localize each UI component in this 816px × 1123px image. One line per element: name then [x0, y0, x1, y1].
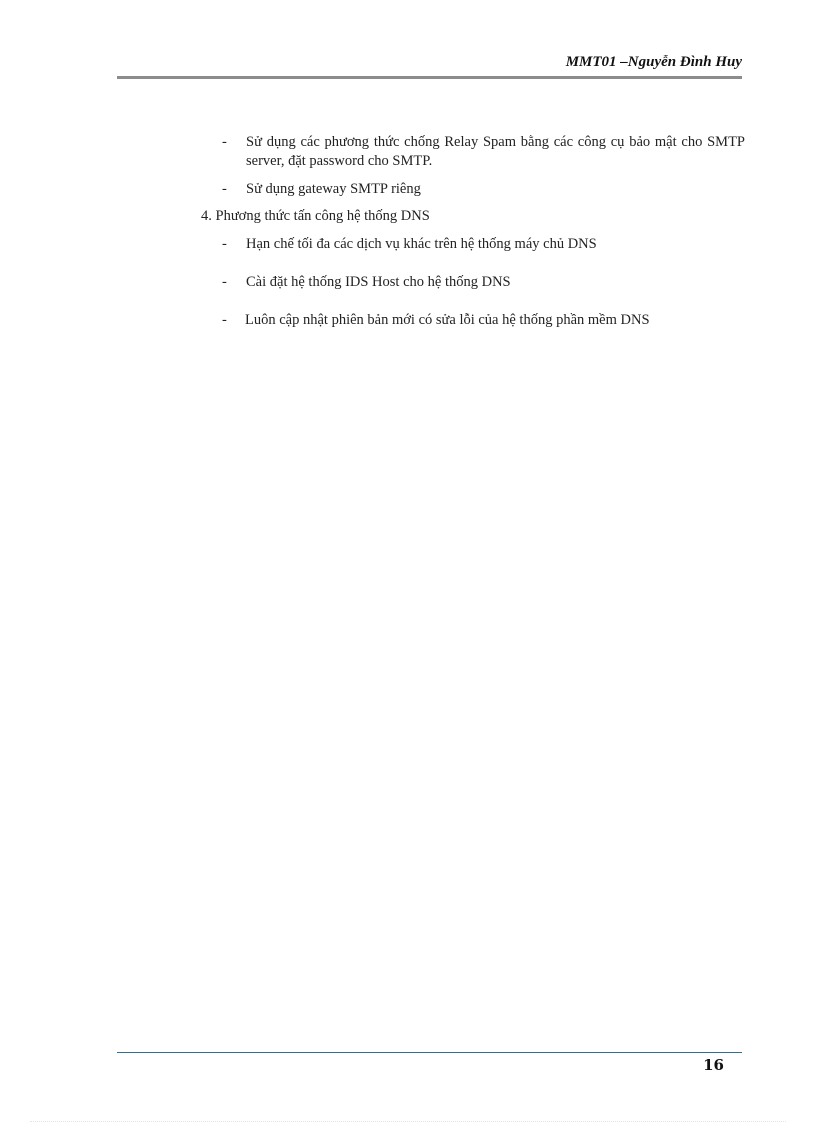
- bullet-text: Sử dụng các phương thức chống Relay Spam bằng các công cụ bảo mật cho SMTP server, đặt password cho SMTP.: [246, 134, 745, 169]
- bullet-text: Hạn chế tối đa các dịch vụ khác trên hệ thống máy chủ DNS: [246, 236, 597, 252]
- bullet-text: Luôn cập nhật phiên bản mới có sửa lỗi của hệ thống phần mềm DNS: [245, 312, 650, 328]
- bullet-marker: -: [222, 236, 227, 252]
- bullet-text: Cài đặt hệ thống IDS Host cho hệ thống DNS: [246, 274, 511, 290]
- bullet-item: [200, 311, 745, 330]
- page-number: 16: [703, 1056, 724, 1074]
- page-edge-divider: [30, 1121, 786, 1122]
- bullet-marker: -: [222, 181, 227, 197]
- bullet-item: [200, 180, 745, 199]
- bullet-item: [200, 273, 745, 292]
- header-rule: [117, 76, 742, 79]
- section-heading: 4. Phương thức tấn công hệ thống DNS: [201, 208, 430, 224]
- bullet-marker: -: [222, 312, 227, 328]
- bullet-marker: -: [222, 134, 227, 150]
- bullet-item: [200, 133, 745, 171]
- bullet-item: [200, 235, 745, 254]
- bullet-marker: -: [222, 274, 227, 290]
- bullet-text: Sử dụng gateway SMTP riêng: [246, 181, 421, 197]
- footer-rule: [117, 1052, 742, 1053]
- header-title: MMT01 –Nguyễn Đình Huy: [565, 54, 742, 70]
- page-body: [200, 131, 745, 330]
